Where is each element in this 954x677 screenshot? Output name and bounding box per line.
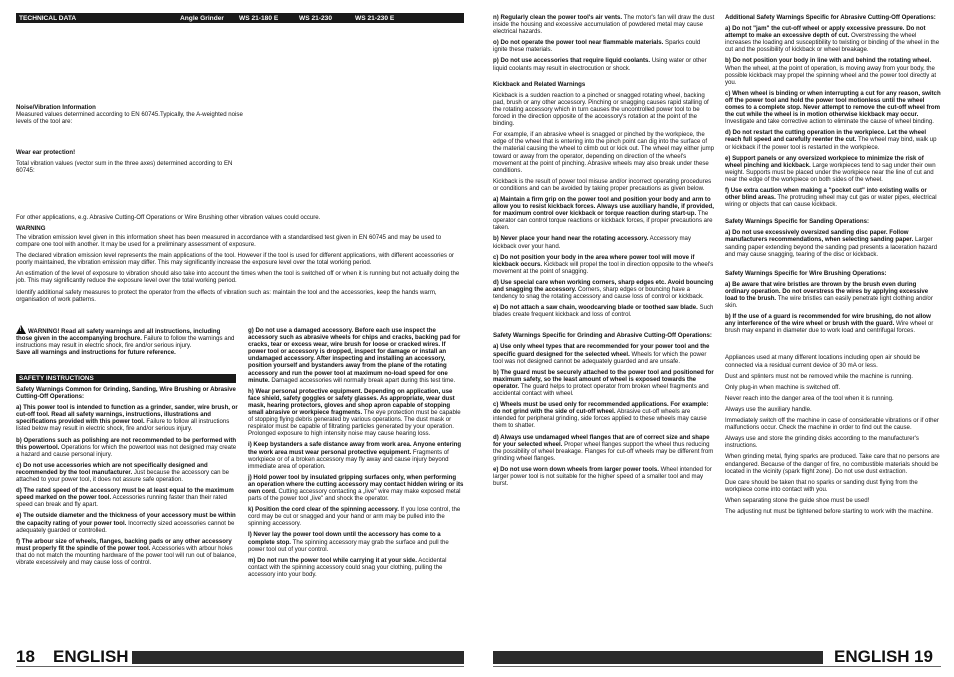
instruction-bold: a) This power tool is intended to function as a grinder, sander, wire brush, or cut-off tool. Read all safety warnings, instructions, illustrations and specifications provided with this power tool. bbox=[16, 404, 238, 426]
instruction-bold: n) Regularly clean the power tool's air vents. bbox=[493, 14, 623, 21]
instruction-bold: d) Use special care when working corners, sharp edges etc. Avoid bouncing and snagging the accessory. bbox=[493, 278, 714, 293]
page-number-left: 18 bbox=[16, 647, 35, 666]
instruction-item bbox=[725, 57, 941, 85]
common-warnings-column bbox=[16, 386, 238, 570]
instruction-item bbox=[493, 434, 715, 462]
instruction-item bbox=[725, 25, 941, 53]
instruction-item bbox=[725, 187, 941, 208]
general-note: Appliances used at many different locations including open air should be connected via a residual current device of 30 mA or less. bbox=[725, 354, 921, 369]
instruction-bold: d) The rated speed of the accessory must be at least equal to the maximum speed marked on the power tool. bbox=[16, 487, 234, 502]
instruction-item bbox=[725, 313, 941, 334]
instruction-bold: f) Use extra caution when making a "pocket cut" into existing walls or other blind areas. bbox=[725, 186, 927, 202]
instruction-text: Such blades create frequent kickback and loss of control. bbox=[493, 304, 714, 319]
instruction-text: The spinning accessory may grab the surface and pull the power tool out of your control. bbox=[248, 538, 449, 553]
footer-bar-right bbox=[493, 651, 823, 664]
instruction-bold: d) Always use undamaged wheel flanges that are of correct size and shape for your selected wheel. bbox=[493, 433, 710, 448]
technical-data-title: TECHNICAL DATA bbox=[19, 14, 77, 22]
general-warning-block bbox=[16, 325, 238, 356]
warning-triangle-icon bbox=[16, 325, 26, 334]
right-page bbox=[477, 0, 954, 677]
instruction-text: When the wheel, at the point of operation, is moving away from your body, the possible kickback may propel the spinning wheel and the power tool directly at you. bbox=[725, 64, 937, 86]
noise-title: Noise/Vibration Information bbox=[16, 104, 96, 111]
kickback-head: Kickback and Related Warnings bbox=[493, 80, 586, 88]
instruction-text: Using water or other liquid coolants may result in electrocution or shock. bbox=[493, 57, 707, 72]
instruction-text: Large workpieces tend to sag under their own weight. Supports must be placed under the workpiece near the line of cut and near the edge of the workpiece on both sides of the wheel. bbox=[725, 161, 936, 183]
instruction-bold: g) Do not use a damaged accessory. Before each use inspect the accessory such as abrasive wheels for chips and cracks, backing pad for cracks, tear or excess wear, wire brush for loose or cracked wires. If power tool or accessory is dropped, inspect for damage or install an undamaged accessory. After inspecting and installing an accessory, position yourself and bystanders away from the plane of the rotating accessory and run the power tool at maximum no-load speed for one minute. bbox=[248, 327, 461, 384]
instruction-item bbox=[493, 196, 715, 231]
instruction-text: The wheel may bind, walk up or kickback if the power tool is restarted in the workpiece. bbox=[725, 136, 937, 151]
kickback-paragraph: For example, if an abrasive wheel is snagged or pinched by the workpiece, the edge of the wheel that is entering into the pinch point can dig into the surface of the material causing the wheel to climb out or kick out. The wheel may either jump toward or away from the operator, depending on direction of the wheel's movement at the point of pinching. Abrasive wheels may also break under these conditions. bbox=[493, 131, 715, 174]
instruction-text: Wheel intended for larger power tool is not suitable for the higher speed of a smaller tool and may burst. bbox=[493, 465, 712, 488]
sanding-head: Safety Warnings Specific for Sanding Operations: bbox=[725, 218, 870, 226]
model-3: WS 21-230 E bbox=[355, 14, 395, 22]
instruction-text: Accessory may kickback over your hand. bbox=[493, 235, 691, 250]
instruction-bold: a) Be aware that wire bristles are thrown by the brush even during ordinary operation. Do not overstress the wires by applying excessive load to the brush. bbox=[725, 280, 929, 302]
instruction-text: Failure to follow all instructions listed below may result in electric shock, fire and/or serious injury. bbox=[16, 418, 230, 433]
language-label-left: ENGLISH bbox=[53, 647, 129, 666]
kickback-paragraph: Kickback is the result of power tool misuse and/or incorrect operating procedures or conditions and can be avoided by taking proper precautions as given below. bbox=[493, 177, 712, 192]
instruction-text: Proper wheel flanges support the wheel thus reducing the possibility of wheel breakage. Flanges for cut-off wheels may be different from grinding wheel flanges. bbox=[493, 440, 714, 462]
instruction-item bbox=[725, 129, 941, 150]
instruction-item bbox=[493, 401, 715, 429]
instruction-bold: p) Do not use accessories that require liquid coolants. bbox=[493, 57, 651, 65]
safety-instructions-title: SAFETY INSTRUCTIONS bbox=[19, 375, 94, 383]
instruction-text: Incorrectly sized accessories cannot be adequately guarded or controlled. bbox=[16, 519, 235, 534]
warning-paragraph: Identify additional safety measures to protect the operator from the effects of vibration such as: maintain the tool and the accessories, keep the hands warm, organisation of work patterns. bbox=[16, 288, 437, 303]
instruction-text: Investigate and take corrective action to eliminate the cause of wheel binding. bbox=[725, 118, 935, 126]
instruction-text: Just because the accessory can be attached to your power tool, it does not assure safe operation. bbox=[16, 468, 230, 484]
footer-rule-left bbox=[16, 666, 464, 667]
instruction-item bbox=[248, 557, 464, 578]
warning-paragraph: The vibration emission level given in this information sheet has been measured in accordance with a standardised test given in EN 60745 and may be used to compare one tool with another. It may be used for a preliminary assessment of exposure. bbox=[16, 234, 442, 249]
ear-protection: Wear ear protection! bbox=[16, 149, 76, 156]
instruction-bold: b) Operations such as polishing are not recommended to be performed with this powertool. bbox=[16, 436, 237, 451]
warning-paragraphs bbox=[16, 234, 464, 307]
instruction-bold: a) Use only wheel types that are recommended for your power tool and the specific guard designed for the selected wheel. bbox=[493, 343, 710, 358]
instruction-item bbox=[725, 155, 941, 183]
instruction-bold: b) The guard must be securely attached to the power tool and positioned for maximum safety, so the least amount of wheel is exposed towards the operator. bbox=[493, 368, 714, 390]
instruction-bold: j) Hold power tool by insulated gripping surfaces only, when performing an operation where the cutting accessory may contact hidden wiring or its own cord. bbox=[248, 473, 464, 495]
instruction-item bbox=[248, 441, 464, 469]
instruction-bold: e) Support panels or any oversized workpiece to minimize the risk of wheel pinching and kickback. bbox=[725, 154, 924, 169]
instruction-item bbox=[725, 90, 941, 125]
model-1: WS 21-180 E bbox=[239, 14, 279, 22]
tool-name: Angle Grinder bbox=[180, 14, 224, 22]
instruction-bold: f) The arbour size of wheels, flanges, backing pads or any other accessory must properly fit the spindle of the power tool. bbox=[16, 537, 232, 552]
instruction-text: Accessories with arbour holes that do not match the mounting hardware of the power tool will run out of balance, vibrate excessively and may cause loss of control. bbox=[16, 544, 237, 566]
instruction-bold: l) Never lay the power tool down until the accessory has come to a complete stop. bbox=[248, 531, 441, 546]
instruction-text: Abrasive cut-off wheels are intended for peripheral grinding, side forces applied to these wheels may cause them to shatter. bbox=[493, 408, 707, 430]
safety-instructions-header bbox=[16, 374, 236, 383]
general-note: Only plug-in when machine is switched off. bbox=[725, 383, 841, 391]
instruction-bold: c) When wheel is binding or when interrupting a cut for any reason, switch off the power tool and hold the power tool motionless until the wheel comes to a complete stop. Never attempt to remove the cut-off wheel from the cut while the wheel is in motion otherwise kickback may occur. bbox=[725, 89, 941, 119]
instruction-item bbox=[16, 462, 238, 483]
instruction-item bbox=[16, 404, 238, 432]
instruction-bold: o) Do not operate the power tool near flammable materials. bbox=[493, 39, 664, 47]
instruction-text: Fragments of workpiece or of a broken accessory may fly away and cause injury beyond immediate area of operation. bbox=[248, 448, 449, 470]
general-note: Always use the auxiliary handle. bbox=[725, 405, 812, 413]
general-note: When separating stone the guide shoe must be used! bbox=[725, 496, 870, 504]
instruction-item bbox=[248, 474, 464, 502]
instruction-text: The operator can control torque reactions or kickback forces, if proper precautions are taken. bbox=[493, 210, 713, 232]
instruction-item bbox=[493, 466, 715, 487]
language-label-right: ENGLISH bbox=[834, 647, 910, 666]
instruction-bold: c) Do not position your body in the area where power tool will move if kickback occurs. bbox=[493, 253, 695, 268]
warning-paragraph: The declared vibration emission level represents the main applications of the tool. However if the tool is used for different applications, with different accessories or poorly maintained, the vibration emission may differ. This may significantly increase the exposure level over the total working period. bbox=[16, 252, 455, 267]
instruction-bold: d) Do not restart the cutting operation in the workpiece. Let the wheel reach full speed and carefully reenter the cut. bbox=[725, 129, 927, 144]
instruction-text: Overstressing the wheel increases the loading and susceptibility to twisting or binding of the wheel in the cut and the possibility of kickback or wheel breakage. bbox=[725, 32, 940, 54]
instruction-text: Sparks could ignite these materials. bbox=[493, 39, 701, 54]
instruction-bold: e) Do not attach a saw chain, woodcarving blade or toothed saw blade. bbox=[493, 304, 698, 312]
instruction-bold: a) Do not use excessively oversized sanding disc paper. Follow manufacturers recommendations, when selecting sanding paper. bbox=[725, 229, 914, 244]
save-warnings-note: Save all warnings and instructions for future reference. bbox=[16, 349, 176, 357]
general-note: Dust and splinters must not be removed while the machine is running. bbox=[725, 372, 913, 380]
instruction-bold: c) Wheels must be used only for recommended applications. For example: do not grind with the side of cut-off wheel. bbox=[493, 401, 709, 416]
safety-column-2 bbox=[248, 327, 464, 582]
general-note: Immediately switch off the machine in case of considerable vibrations or if other malfunctions occur. Check the machine in order to find out the cause. bbox=[725, 417, 939, 432]
instruction-item bbox=[248, 388, 464, 438]
general-warning-body: Failure to follow the warnings and instructions may result in electric shock, fire and/or serious injury. bbox=[16, 335, 235, 350]
instruction-item bbox=[493, 14, 715, 35]
instruction-bold: a) Maintain a firm grip on the power tool and position your body and arm to allow you to resist kickback forces. Always use auxiliary handle, if provided, for maximum control over kickback or torque reaction during start-up. bbox=[493, 195, 714, 218]
general-note: When grinding metal, flying sparks are produced. Take care that no persons are endangered. Because of the danger of fire, no combustible materials should be located in the vicinity (spark flight zone). Do not use dust extraction. bbox=[725, 453, 940, 475]
instruction-bold: b) If the use of a guard is recommended for wire brushing, do not allow any interference of the wire wheel or brush with the guard. bbox=[725, 313, 931, 328]
instruction-item bbox=[493, 369, 715, 397]
instruction-item bbox=[16, 538, 238, 566]
instruction-text: Damaged accessories will normally break apart during this test time. bbox=[269, 376, 456, 384]
right-column-2 bbox=[725, 14, 941, 519]
instruction-text: Accidental contact with the spinning accessory could snag your clothing, pulling the accessory into your body. bbox=[248, 556, 447, 578]
instruction-text: The guard helps to protect operator from broken wheel fragments and accidental contact with wheel. bbox=[493, 382, 709, 398]
model-2: WS 21-230 bbox=[299, 14, 332, 22]
instruction-bold: i) Keep bystanders a safe distance away from work area. Anyone entering the work area must wear personal protective equipment. bbox=[248, 441, 462, 456]
vibration-intro: Total vibration values (vector sum in the three axes) determined according to EN 60745: bbox=[16, 160, 233, 175]
instruction-item bbox=[493, 304, 715, 318]
technical-data-header bbox=[16, 13, 464, 23]
instruction-text: The motor's fan will draw the dust inside the housing and excessive accumulation of powdered metal may cause electrical hazards. bbox=[493, 14, 715, 36]
instruction-item bbox=[248, 506, 464, 527]
instruction-item bbox=[16, 437, 238, 458]
brushing-head: Safety Warnings Specific for Wire Brushing Operations: bbox=[725, 269, 887, 277]
instruction-text: The eye protection must be capable of stopping flying debris generated by various operations. The dust mask or respirator must be capable of filtrating particles generated by your operation. Prolonged exposure to high intensity noise may cause hearing loss. bbox=[248, 409, 461, 438]
general-warning-head: WARNING! Read all safety warnings and all instructions, including those given in the accompanying brochure. bbox=[16, 328, 221, 343]
instruction-text: Operations for which the powertool was not designed may create a hazard and cause personal injury. bbox=[16, 443, 237, 458]
instruction-item bbox=[16, 487, 238, 508]
instruction-bold: h) Wear personal protective equipment. Depending on application, use face shield, safety goggles or safety glasses. As appropriate, wear dust mask, hearing protectors, gloves and shop apron capable of stopping small abrasive or workpiece fragments. bbox=[248, 387, 455, 417]
instruction-text: Corners, sharp edges or bouncing have a tendency to snag the rotating accessory and cause loss of control or kickback. bbox=[493, 286, 704, 301]
instruction-item bbox=[493, 254, 715, 275]
instruction-item bbox=[493, 235, 715, 249]
other-applications-note: For other applications, e.g. Abrasive Cutting-Off Operations or Wire Brushing other vibration values could occure. bbox=[16, 214, 321, 221]
instruction-bold: b) Do not position your body in line with and behind the rotating wheel. bbox=[725, 57, 932, 65]
instruction-bold: e) Do not use worn down wheels from larger power tools. bbox=[493, 465, 659, 473]
instruction-bold: c) Do not use accessories which are not specifically designed and recommended by the tool manufacturer. bbox=[16, 461, 208, 476]
instruction-item bbox=[493, 57, 715, 71]
kickback-paragraph: Kickback is a sudden reaction to a pinched or snagged rotating wheel, backing pad, brush or any other accessory. Pinching or snagging causes rapid stalling of the rotating accessory which in turn causes the uncontrolled power tool to be forced in the direction opposite of the accessory's rotation at the point of the binding. bbox=[493, 91, 709, 128]
instruction-text: The wire bristles can easily penetrate light clothing and/or skin. bbox=[725, 295, 933, 310]
instruction-bold: k) Position the cord clear of the spinning accessory. bbox=[248, 506, 399, 514]
instruction-item bbox=[493, 343, 715, 364]
footer-rule-right bbox=[493, 666, 941, 667]
instruction-text: Wheels for which the power tool was not designed cannot be adequately guarded and are unsafe. bbox=[493, 350, 707, 365]
page-number-right: 19 bbox=[914, 647, 933, 666]
instruction-text: The protruding wheel may cut gas or water pipes, electrical wiring or objects that can cause kickback. bbox=[725, 194, 937, 209]
instruction-item bbox=[725, 229, 941, 257]
general-note: Never reach into the danger area of the tool when it is running. bbox=[725, 394, 894, 402]
instruction-text: Larger sanding paper extending beyond the sanding pad presents a laceration hazard and may cause snagging, tearing of the disc or kickback. bbox=[725, 236, 938, 258]
general-note: Due care should be taken that no sparks or sanding dust flying from the workpiece come into contact with you. bbox=[725, 478, 918, 493]
instruction-item bbox=[16, 512, 238, 533]
instruction-bold: e) The outside diameter and the thickness of your accessory must be within the capacity rating of your power tool. bbox=[16, 512, 236, 527]
general-note: The adjusting nut must be tightened before starting to work with the machine. bbox=[725, 507, 933, 515]
grinding-head: Safety Warnings Specific for Grinding and Abrasive Cutting-Off Operations: bbox=[493, 332, 712, 340]
instruction-text: If you lose control, the cord may be cut or snagged and your hand or arm may be pulled into the spinning accessory. bbox=[248, 506, 461, 528]
common-warnings-head: Safety Warnings Common for Grinding, Sanding, Wire Brushing or Abrasive Cutting-Off Operations: bbox=[16, 386, 236, 401]
warning-title: WARNING bbox=[16, 225, 46, 232]
instruction-item bbox=[493, 279, 715, 300]
instruction-text: Accessories running faster than their rated speed can break and fly apart. bbox=[16, 494, 227, 509]
instruction-item bbox=[248, 327, 464, 384]
instruction-item bbox=[725, 281, 941, 309]
cutoff-head: Additional Safety Warnings Specific for Abrasive Cutting-Off Operations: bbox=[725, 14, 936, 21]
instruction-bold: a) Do not "jam" the cut-off wheel or apply excessive pressure. Do not attempt to make an excessive depth of cut. bbox=[725, 25, 926, 40]
general-note: Always use and store the grinding disks according to the manufacturer's instructions. bbox=[725, 435, 919, 450]
instruction-text: Cutting accessory contacting a „live" wire may make exposed metal parts of the power tool „live" and shock the operator. bbox=[248, 487, 461, 503]
instruction-item bbox=[493, 39, 715, 53]
instruction-text: Kickback will propel the tool in direction opposite to the wheel's movement at the point of snagging. bbox=[493, 260, 714, 275]
right-column-1 bbox=[493, 14, 715, 491]
instruction-bold: m) Do not run the power tool while carrying it at your side. bbox=[248, 556, 417, 564]
instruction-item bbox=[248, 531, 464, 552]
noise-intro: Measured values determined according to EN 60745.Typically, the A-weighted noise levels of the tool are: bbox=[16, 111, 243, 126]
footer-bar-left bbox=[132, 651, 464, 664]
instruction-bold: b) Never place your hand near the rotating accessory. bbox=[493, 235, 649, 243]
warning-paragraph: An estimation of the level of exposure to vibration should also take into account the times when the tool is switched off or when it is running but not actually doing the job. This may significantly reduce the exposure level over the total working period. bbox=[16, 270, 460, 285]
instruction-text: Wire wheel or brush may expand in diameter due to work load and centrifugal forces. bbox=[725, 320, 934, 335]
